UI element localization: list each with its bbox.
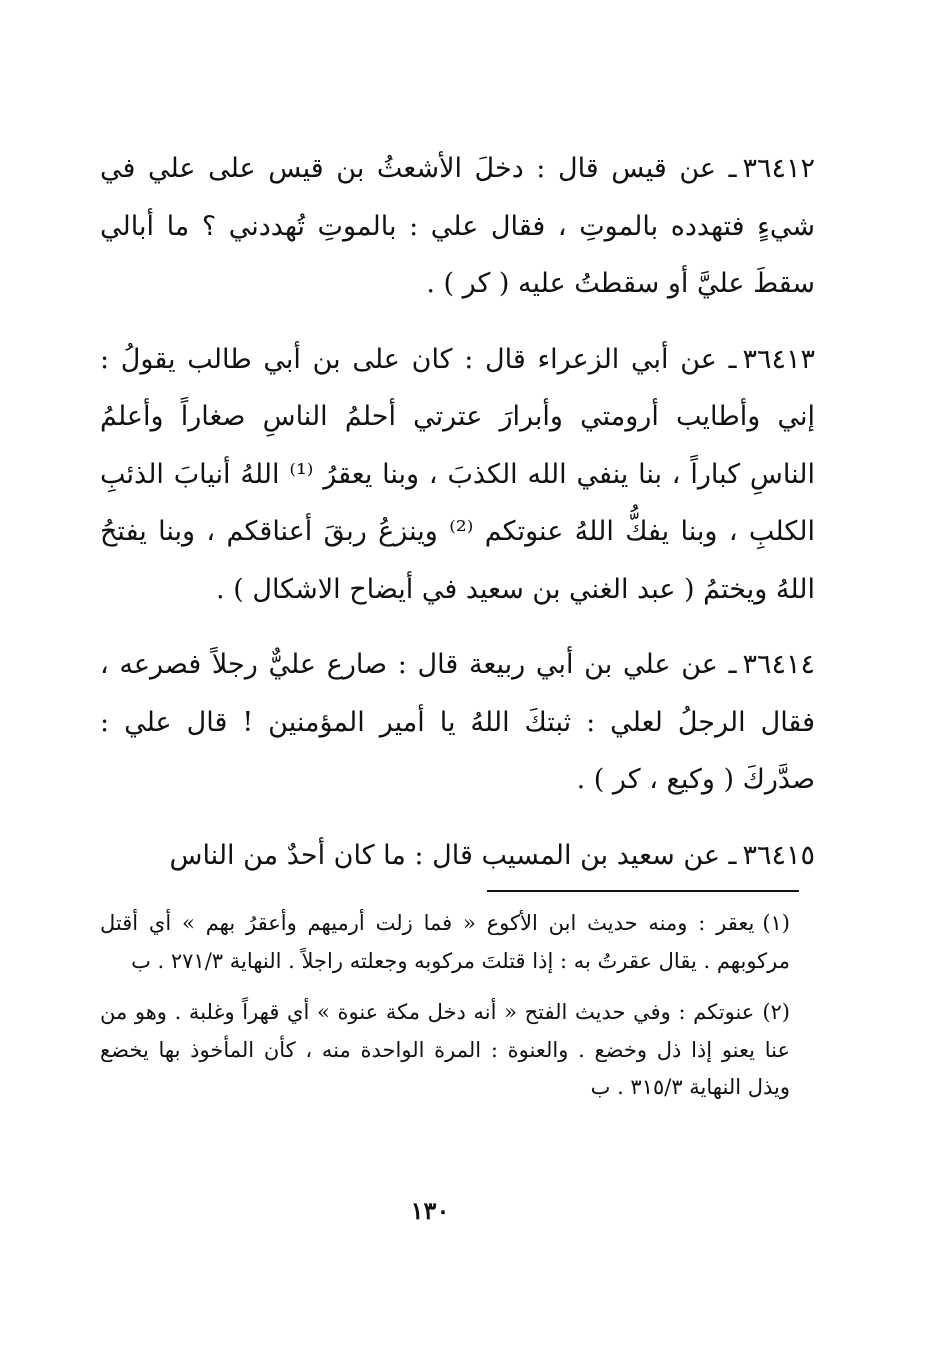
footnote-marker: (٢) xyxy=(762,1000,790,1024)
footnote-text: يعقر : ومنه حديث ابن الأكوع « فما زلت أرميهم وأعقرُ بهم » أي أقتل مركوبهم . يقال عقرتُ به : إذا قتلتَ مركوبه وجعلته راجلاً . النهاية ٢٧١/٣ . ب xyxy=(100,911,790,973)
entry-number: ٣٦٤١٥ xyxy=(742,839,815,871)
footnotes xyxy=(100,905,790,1121)
main-text xyxy=(100,140,815,902)
entry-text: ـ عن أبي الزعراء قال : كان على بن أبي طالب يقولُ : إني وأطايب أرومتي وأبرارَ عترتي أحلمُ الناسِ صغاراً وأعلمُ الناسِ كباراً ، بنا ينفي الله الكذبَ ، وبنا يعقرُ ⁽¹⁾ اللهُ أنيابَ الذئبِ الكلبِ ، وبنا يفكُّ اللهُ عنوتكم ⁽²⁾ وينزعُ ربقَ أعناقكم ، وبنا يفتحُ اللهُ ويختمُ ( عبد الغني بن سعيد في أيضاح الاشكال ) . xyxy=(100,343,815,605)
footnote-text: عنوتكم : وفي حديث الفتح « أنه دخل مكة عنوة » أي قهراً وغلبة . وهو من عنا يعنو إذا ذل وخضع . والعنوة : المرة الواحدة منه ، كأن المأخوذ بها يخضع ويذل النهاية ٣١٥/٣ . ب xyxy=(100,1000,790,1099)
footnote-2 xyxy=(100,994,790,1107)
entry-36412 xyxy=(100,140,815,313)
footnote-divider xyxy=(487,890,799,892)
page-number: ١٣٠ xyxy=(410,1196,450,1225)
entry-36415 xyxy=(100,827,815,885)
entry-number: ٣٦٤١٢ xyxy=(742,153,815,184)
entry-36414 xyxy=(100,636,815,809)
entry-36413 xyxy=(100,331,815,619)
entry-number: ٣٦٤١٣ xyxy=(742,343,815,375)
footnote-marker: (١) xyxy=(762,911,790,935)
footnote-1 xyxy=(100,905,790,980)
entry-text: ـ عن سعيد بن المسيب قال : ما كان أحدٌ من الناس xyxy=(169,839,737,871)
entry-number: ٣٦٤١٤ xyxy=(742,649,815,680)
entry-text: ـ عن علي بن أبي ربيعة قال : صارع عليٌّ رجلاً فصرعه ، فقال الرجلُ لعلي : ثبتكَ اللهُ يا أمير المؤمنين ! قال علي : صدَّركَ ( وكيع ، كر ) . xyxy=(100,649,815,795)
entry-text: ـ عن قيس قال : دخلَ الأشعثُ بن قيس على علي في شيءٍ فتهدده بالموتِ ، فقال علي : بالموتِ تُهددني ؟ ما أبالي سقطَ عليَّ أو سقطتُ عليه ( كر ) . xyxy=(100,153,815,299)
